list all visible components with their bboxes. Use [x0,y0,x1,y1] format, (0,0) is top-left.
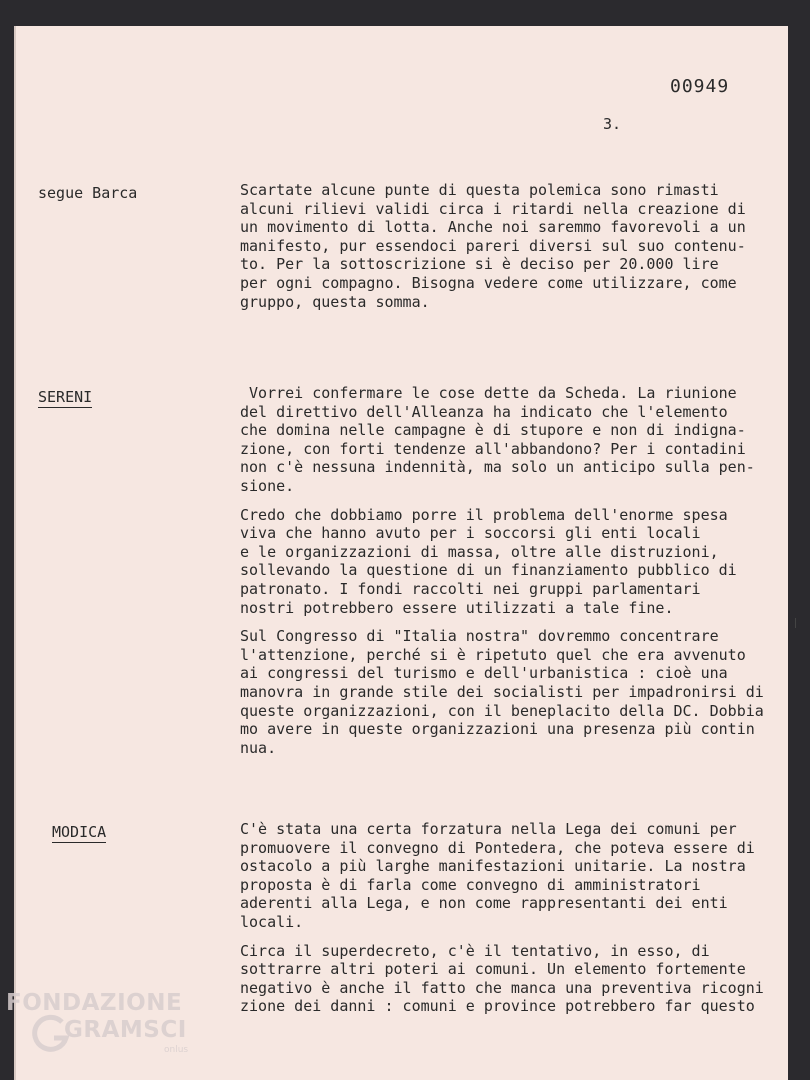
watermark-line3: onlus [164,1045,189,1055]
paragraph [240,820,788,932]
text-line: to. Per la sottoscrizione si è deciso per 20.000 lire [240,255,719,274]
text-line: sione. [240,476,295,495]
paragraph [240,506,788,618]
watermark-logo [2,990,212,1070]
text-line: ai congressi del turismo e dell'urbanistica : cioè una [240,664,728,683]
speaker-name: MODICA [52,823,107,841]
section-modica [240,820,788,1016]
text-line: che domina nelle campagne è di stupore e non di indigna- [240,421,746,440]
text-line: sollevando la questione di un finanziamento pubblico di [240,561,737,580]
text-line: aderenti alla Lega, e non come rappresentanti dei enti [240,894,728,913]
text-line: viva che hanno avuto per i soccorsi gli enti locali [240,524,701,543]
text-line: mo avere in queste organizzazioni una presenza più contin [240,720,755,739]
text-line: Vorrei confermare le cose dette da Scheda. La riunione [240,384,737,402]
text-line: ostacolo a più larghe manifestazioni unitarie. La nostra [240,857,746,876]
text-line: manovra in grande stile dei socialisti per impadronirsi di [240,682,764,701]
text-line: per ogni compagno. Bisogna vedere come utilizzare, come [240,273,737,292]
text-line: alcuni rilievi validi circa i ritardi nella creazione di [240,199,746,218]
text-line: sottrarre altri poteri ai comuni. Un elemento fortemente [240,960,746,979]
section-barca [240,181,788,311]
section-sereni [240,384,788,757]
text-line: nua. [240,738,277,757]
text-line: del direttivo dell'Alleanza ha indicato che l'elemento [240,402,728,421]
paragraph [240,942,788,1016]
text-line: zione, con forti tendenze all'abbandono? Per i contadini [240,439,746,458]
document-number: 00949 [670,76,730,97]
speaker-label-sereni [38,388,92,406]
watermark-line1: FONDAZIONE [6,990,183,1016]
text-line: negativo è anche il fatto che manca una preventiva ricogni [240,978,764,997]
text-line: Scartate alcune punte di questa polemica sono rimasti [240,181,719,199]
speaker-label-barca: segue Barca [38,184,138,202]
paragraph [240,384,788,496]
text-line: Sul Congresso di "Italia nostra" dovremmo concentrare [240,627,719,646]
document-page [14,26,788,1080]
text-line: non c'è nessuna indennità, ma solo un anticipo sulla pen- [240,458,755,477]
text-line: manifesto, pur essendoci pareri diversi sul suo contenu- [240,236,746,255]
text-line: locali. [240,912,304,931]
text-line: un movimento di lotta. Anche noi saremmo favorevoli a un [240,218,746,237]
speaker-name: SERENI [38,388,93,406]
paragraph [240,627,788,757]
text-line: C'è stata una certa forzatura nella Lega dei comuni per [240,820,737,838]
text-line: l'attenzione, perché si è ripetuto quel che era avvenuto [240,645,746,664]
paragraph [240,181,788,311]
watermark-line2: GRAMSCI [64,1017,187,1043]
text-line: gruppo, questa somma. [240,292,430,311]
margin-mark [795,618,796,628]
text-line: zione dei danni : comuni e province potrebbero far questo [240,997,755,1016]
text-line: Credo che dobbiamo porre il problema dell'enorme spesa [240,505,728,524]
text-line: promuovere il convegno di Pontedera, che poteva essere di [240,838,755,857]
text-line: patronato. I fondi raccolti nei gruppi parlamentari [240,579,701,598]
text-line: Circa il superdecreto, c'è il tentativo, in esso, di [240,941,710,960]
text-line: e le organizzazioni di massa, oltre alle distruzioni, [240,542,719,561]
page-number: 3. [603,115,622,133]
text-line: queste organizzazioni, con il beneplacito della DC. Dobbia [240,701,764,720]
speaker-label-modica [52,823,106,841]
text-line: nostri potrebbero essere utilizzati a tale fine. [240,598,674,617]
text-line: proposta è di farla come convegno di amministratori [240,875,701,894]
